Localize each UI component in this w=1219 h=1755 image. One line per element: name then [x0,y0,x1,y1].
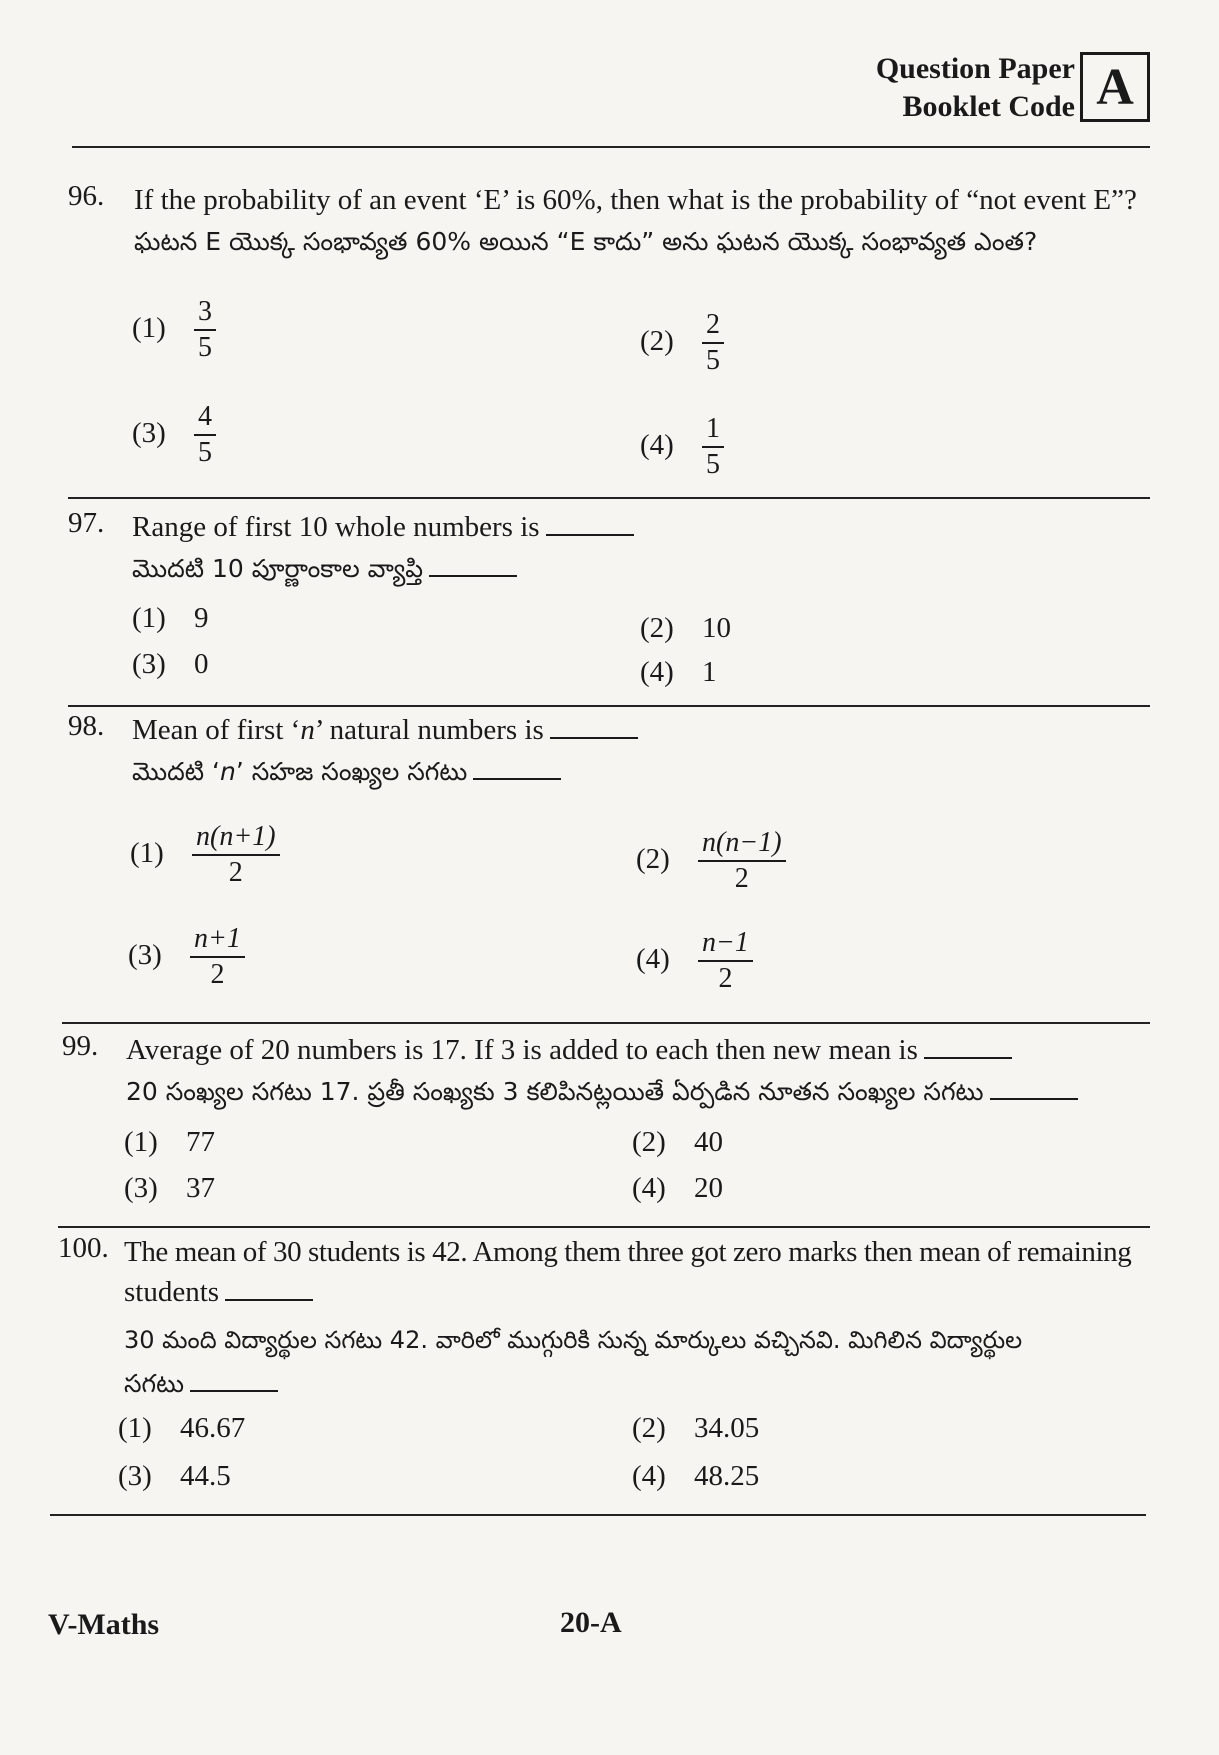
question-divider [68,497,1150,499]
variable-n: n [219,757,236,786]
question-text-te-line2: సగటు [124,1369,185,1398]
option-2[interactable] [640,308,724,378]
question-text-en: If the probability of an event ‘E’ is 60%, then what is the probability of “not event E”? [134,184,1137,216]
fraction [194,400,216,470]
option-number: (2) [632,1412,666,1444]
variable-n: n [300,714,315,746]
option-number: (3) [132,648,166,680]
question-number: 100. [58,1232,109,1264]
question-text-te: మొదటి 10 పూర్ణాంకాల వ్యాప్తి [132,554,424,583]
option-value: 46.67 [180,1412,246,1444]
question-text-te-line1: 30 మంది విద్యార్థుల సగటు 42. వారిలో ముగ్గురికి సున్న మార్కులు వచ్చినవి. మిగిలిన విద్యార్థుల [124,1326,1023,1354]
header-line-2: Booklet Code [902,90,1075,123]
option-number: (4) [632,1460,666,1492]
option-value: 34.05 [694,1412,760,1444]
denominator: 5 [706,345,720,376]
fraction [702,412,724,482]
fraction [698,826,786,896]
option-number: (1) [130,836,164,869]
question-text-en: Average of 20 numbers is 17. If 3 is added to each then new mean is [126,1034,918,1066]
option-number: (4) [640,428,674,461]
option-number: (1) [132,602,166,634]
numerator: n(n+1) [192,820,280,856]
question-text-en: Range of first 10 whole numbers is [132,511,540,543]
option-value: 10 [702,612,731,644]
header-rule [72,146,1150,148]
option-value: 1 [702,656,717,688]
question-divider [68,705,1150,707]
question-number: 96. [68,180,105,212]
option-number: (4) [640,656,674,688]
numerator: n(n−1) [698,826,786,862]
option-value: 77 [186,1126,215,1158]
option-2[interactable] [632,1126,723,1159]
option-4[interactable] [632,1460,759,1493]
denominator: 2 [228,857,243,888]
numerator: 4 [194,400,216,436]
option-value: 0 [194,648,209,680]
question-text-te-start: మొదటి ‘ [132,757,220,786]
option-2[interactable] [640,612,731,645]
subject-label: V-Maths [48,1608,160,1641]
option-number: (3) [118,1460,152,1492]
question-number: 97. [68,507,105,539]
denominator: 5 [706,449,720,480]
option-value: 9 [194,602,209,634]
option-number: (3) [128,938,162,971]
numerator: 3 [194,295,216,331]
option-number: (1) [124,1126,158,1158]
denominator: 2 [734,863,749,894]
option-4[interactable] [640,656,717,689]
question-98 [68,710,1148,794]
option-value: 37 [186,1172,215,1204]
option-value: 40 [694,1126,723,1158]
option-number: (3) [124,1172,158,1204]
option-number: (2) [636,842,670,875]
option-value: 44.5 [180,1460,231,1492]
fraction [702,308,724,378]
question-text-en-line2: students [124,1276,220,1308]
option-3[interactable] [124,1172,215,1205]
answer-blank [550,735,638,739]
fraction [190,922,245,992]
denominator: 2 [718,963,733,994]
question-number: 99. [62,1030,99,1062]
option-number: (3) [132,416,166,449]
numerator: 2 [702,308,724,344]
question-97 [68,507,1148,591]
question-divider [58,1226,1150,1228]
question-96 [68,180,1148,264]
question-text-en-end: ’ natural numbers is [314,714,544,746]
option-number: (2) [632,1126,666,1158]
option-3[interactable] [132,648,209,681]
answer-blank [225,1297,313,1301]
option-4[interactable] [632,1172,723,1205]
option-number: (2) [640,612,674,644]
answer-blank [546,532,634,536]
question-divider [62,1022,1150,1024]
option-1[interactable] [132,602,209,635]
denominator: 5 [198,332,212,363]
question-text-en-line1: The mean of 30 students is 42. Among them three got zero marks then mean of remaining [124,1236,1132,1268]
booklet-code-label [860,50,1075,126]
denominator: 5 [198,437,212,468]
question-number: 98. [68,710,105,742]
question-text-en-start: Mean of first ‘ [132,714,301,746]
option-1[interactable] [124,1126,215,1159]
option-value: 48.25 [694,1460,760,1492]
option-4[interactable] [636,926,753,996]
question-text-te: ఘటన E యొక్క సంభావ్యత 60% అయిన “E కాదు” అను ఘటన యొక్క సంభావ్యత ఎంత? [134,227,1038,256]
option-number: (4) [636,942,670,975]
fraction [698,926,753,996]
answer-blank [924,1055,1012,1059]
page-number: 20-A [560,1606,622,1639]
denominator: 2 [210,959,225,990]
option-2[interactable] [632,1412,759,1445]
fraction [192,820,280,890]
option-value: 20 [694,1172,723,1204]
option-1[interactable] [132,295,216,365]
answer-blank [429,573,517,577]
question-99 [62,1030,1152,1114]
option-3[interactable] [118,1460,231,1493]
question-100 [58,1232,1152,1406]
option-number: (1) [118,1412,152,1444]
fraction [194,295,216,365]
option-2[interactable] [636,826,786,896]
header-line-1: Question Paper [875,52,1075,85]
option-number: (2) [640,324,674,357]
numerator: 1 [702,412,724,448]
option-4[interactable] [640,412,724,482]
option-3[interactable] [128,922,245,992]
question-text-te: 20 సంఖ్యల సగటు 17. ప్రతీ సంఖ్యకు 3 కలిపినట్లయితే ఏర్పడిన నూతన సంఖ్యల సగటు [126,1077,984,1106]
numerator: n−1 [698,926,753,962]
option-3[interactable] [132,400,216,470]
numerator: n+1 [190,922,245,958]
answer-blank [473,776,561,780]
answer-blank [990,1096,1078,1100]
option-number: (4) [632,1172,666,1204]
question-text-te-end: ’ సహజ సంఖ్యల సగటు [235,757,468,786]
answer-blank [190,1388,278,1392]
booklet-code-box: A [1080,52,1150,122]
option-1[interactable] [130,820,280,890]
option-1[interactable] [118,1412,245,1445]
option-number: (1) [132,311,166,344]
end-rule [50,1514,1146,1516]
